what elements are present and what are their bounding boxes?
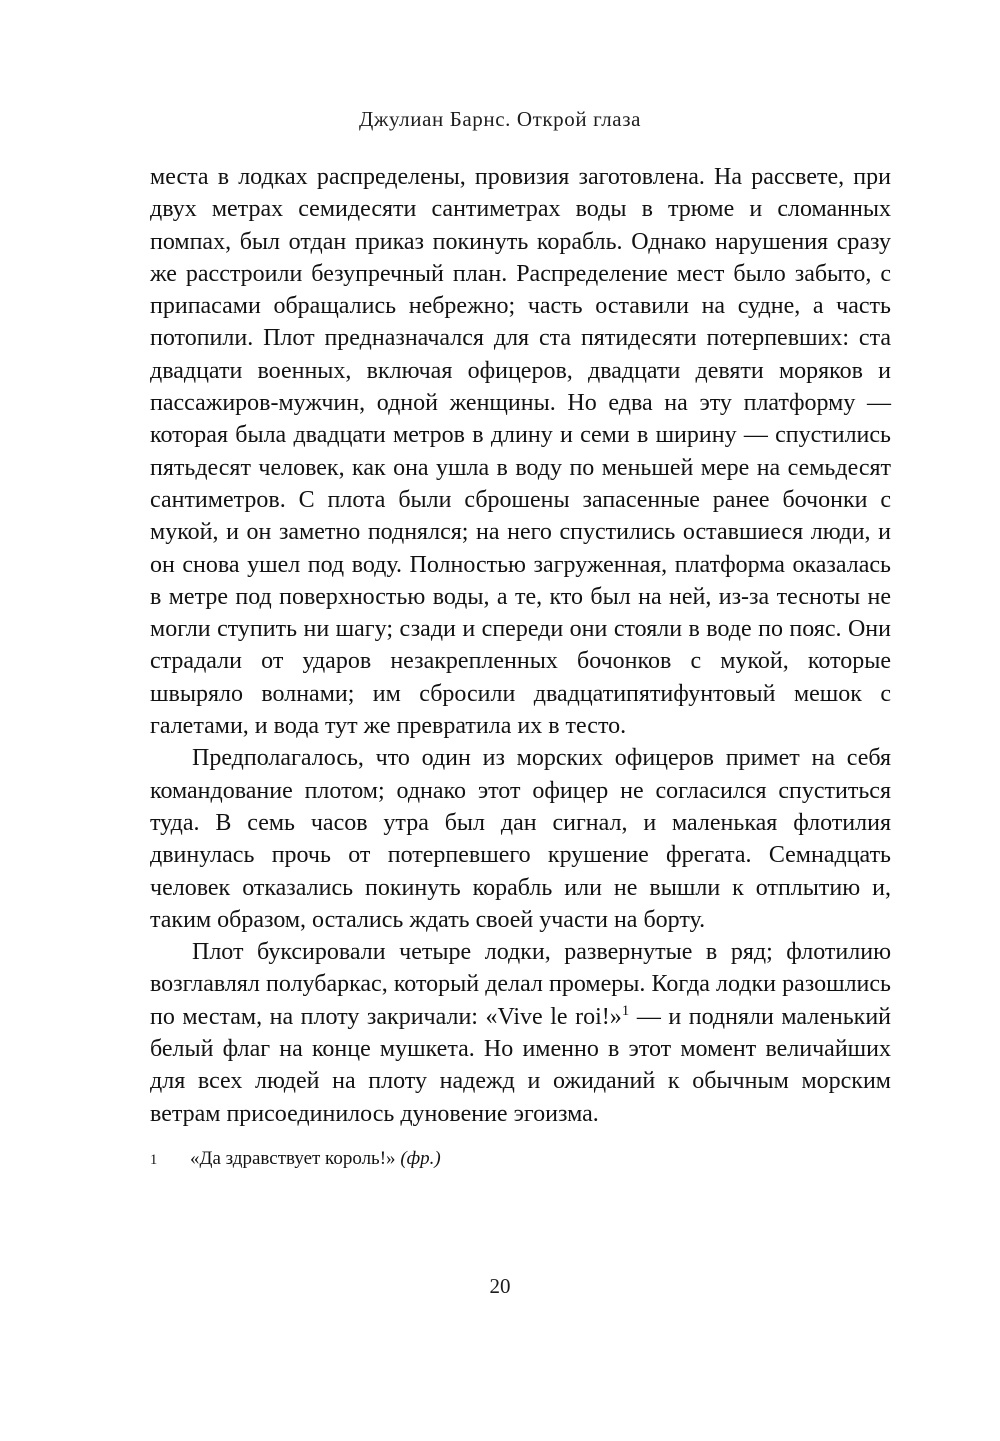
footnote-language-note: (фр.) bbox=[400, 1147, 441, 1169]
paragraph-with-footnote bbox=[150, 936, 891, 1130]
paragraph-text-segment: Плот буксировали четыре лодки, развернутые в ряд; флотилию возглавлял полубаркас, который делал промеры. Когда лодки разошлись по местам, на плоту закричали: «Vive le roi!» bbox=[150, 939, 891, 1030]
footnote-number: 1 bbox=[150, 1151, 158, 1168]
paragraph-text-segment: — и подняли маленький белый флаг на конце мушкета. Но именно в этот момент величайших для всех людей на плоту надежд и ожиданий к обычным морским ветрам присоединилось дуновение эгоизма. bbox=[150, 1003, 892, 1127]
footnote-text: «Да здравствует король!» bbox=[190, 1147, 401, 1169]
footnote-reference-marker: 1 bbox=[621, 1002, 630, 1019]
paragraph-continuation: места в лодках распределены, провизия заготовлена. На рассвете, при двух метрах семидесяти сантиметрах воды в трюме и сломанных помпах, был отдан приказ покинуть корабль. Однако нарушения сразу же расстроили безупречный план. Распределение мест было забыто, с припасами обращались небрежно; часть оставили на судне, а часть потопили. Плот предназначался для ста пятидесяти потерпевших: ста двадцати военных, включая офицеров, двадцати девяти моряков и пассажиров-мужчин, одной женщины. Но едва на эту платформу — которая была двадцати метров в длину и семи в ширину — спустились пятьдесят человек, как она ушла в воду по меньшей мере на семьдесят сантиметров. С плота были сброшены запасенные ранее бочонки с мукой, и он заметно поднялся; на него спустились оставшиеся люди, и он снова ушел под воду. Полностью загруженная, платформа оказалась в метре под поверхностью воды, а те, кто был на ней, из-за тесноты не могли ступить ни шагу; сзади и спереди они стояли в воде по пояс. Они страдали от ударов незакрепленных бочонков с мукой, которые швыряло волнами; им сбросили двадцатипятифунтовый мешок с галетами, и вода тут же превратила их в тесто. bbox=[150, 164, 891, 740]
body-text bbox=[150, 161, 891, 1173]
page-number: 20 bbox=[489, 1274, 511, 1298]
paragraph: Предполагалось, что один из морских офицеров примет на себя командование плотом; однако этот офицер не согласился спуститься туда. В семь часов утра был дан сигнал, и маленькая флотилия двинулась прочь от потерпевшего крушение фрегата. Семнадцать человек отказались покинуть корабль или не вышли к отплытию и, таким образом, остались ждать своей участи на борту. bbox=[150, 745, 891, 933]
footnote bbox=[150, 1146, 891, 1173]
running-header: Джулиан Барнс. Открой глаза bbox=[358, 107, 642, 131]
